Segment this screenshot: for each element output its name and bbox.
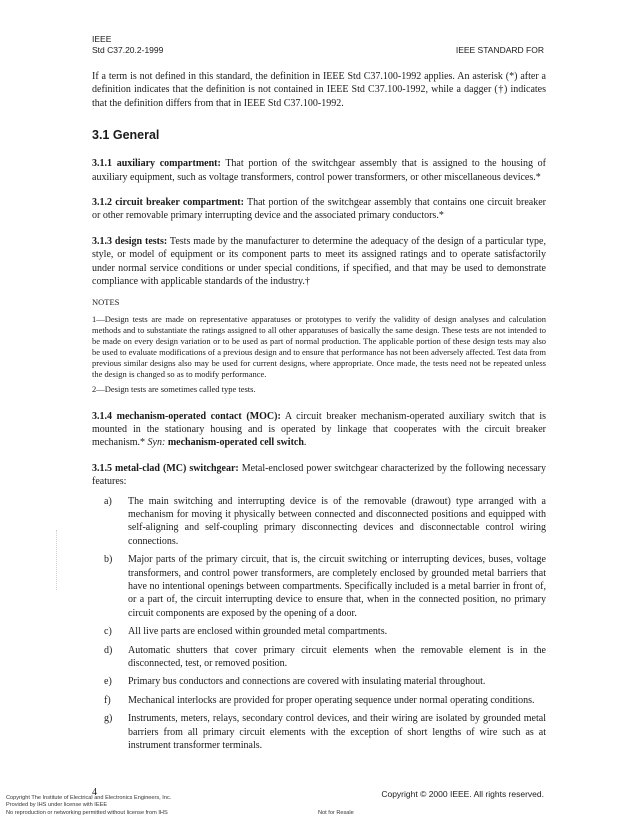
list-text: Major parts of the primary circuit, that is, the circuit switching or interrupting devices, buses, voltage transformers, and control power transformers, are completely enclosed by grounded metal barriers that have no intentional openings between compartments. Specifically included is a metal barrier in front of, or a part of, the circuit interrupting device to ensure that, when in the connected position, no primary circuit components are exposed by the opening of a door. xyxy=(128,554,546,619)
definition-circuit-breaker-compartment xyxy=(92,196,546,223)
license-line: No reproduction or networking permitted without license from IHS xyxy=(6,809,168,816)
definition-text: That portion of the switchgear assembly that is assigned to the housing of auxiliary equipment, such as voltage transformers, control power transformers, or other miscellaneous devices.* xyxy=(92,158,546,183)
footer-copyright: Copyright © 2000 IEEE. All rights reserved. xyxy=(381,789,544,799)
definition-term: 3.1.2 circuit breaker compartment: xyxy=(92,197,244,209)
definition-text: Metal-enclosed power switchgear characterized by the following necessary features: xyxy=(92,462,547,488)
list-text: Mechanical interlocks are provided for proper operating sequence under normal operating conditions. xyxy=(128,694,535,706)
definition-auxiliary-compartment xyxy=(92,157,546,184)
list-letter: f) xyxy=(104,694,111,706)
feature-list xyxy=(92,495,546,753)
synonym-term: mechanism-operated cell switch xyxy=(165,437,304,449)
list-item xyxy=(92,553,546,620)
section-heading: 3.1 General xyxy=(92,128,160,143)
synonym-label: Syn: xyxy=(147,437,166,449)
list-text: Primary bus conductors and connections are covered with insulating material throughout. xyxy=(128,676,486,688)
list-item xyxy=(92,712,546,752)
definition-text: A circuit breaker mechanism-operated auxiliary switch that is mounted in the stationary housing and is operated by linkage that cooperates with the circuit breaker mechanism.* xyxy=(92,410,546,449)
intro-paragraph: If a term is not defined in this standard, the definition in IEEE Std C37.100-1992 applies. An asterisk (*) after a definition indicates that the definition is not contained in IEEE Std C37.100-1992, while a dagger (†) indicates that the definition differs from that in IEEE Std C37.100-1992. xyxy=(92,71,546,109)
definition-design-tests xyxy=(92,235,546,289)
list-letter: b) xyxy=(104,554,113,566)
page-number: 4 xyxy=(92,787,97,798)
definition-moc xyxy=(92,410,546,450)
license-line: Provided by IHS under license with IEEE xyxy=(6,802,108,809)
list-letter: d) xyxy=(104,644,113,656)
document-body xyxy=(92,70,546,757)
definition-term: 3.1.1 auxiliary compartment: xyxy=(92,158,221,170)
header-doc-id: Std C37.20.2-1999 xyxy=(92,45,164,55)
definition-end: . xyxy=(303,437,307,449)
definition-text: That portion of the switchgear assembly that contains one circuit breaker or other removable primary interrupting device and the associated primary conductors.* xyxy=(92,197,546,222)
list-letter: e) xyxy=(104,676,112,688)
list-letter: a) xyxy=(104,495,112,507)
list-text: All live parts are enclosed within grounded metal compartments. xyxy=(128,626,388,638)
note-1: 1—Design tests are made on representative apparatuses or prototypes to verify the validity of design analyses and calculation methods and to substantiate the ratings assigned to all other apparatuses of basically the same design. These tests are not intended to be made on every design variation or to be used as part of normal production. The applicable portion of these design tests may also be used to evaluate modifications of a previous design and to ensure that performance has not been adversely affected. Test data from previous similar designs also may be used for current designs, where appropriate. Once made, the tests need not be repeated unless the design is changed so as to modify performance. xyxy=(92,313,546,380)
note-2: 2—Design tests are sometimes called type tests. xyxy=(92,384,256,395)
list-letter: c) xyxy=(104,626,112,638)
resale-notice: Not for Resale xyxy=(318,810,354,816)
notes-heading: NOTES xyxy=(92,297,120,308)
list-text: Automatic shutters that cover primary circuit elements when the removable element is in the disconnected, test, or removed position. xyxy=(128,644,546,670)
list-item xyxy=(92,644,546,671)
definition-term: 3.1.3 design tests: xyxy=(92,235,168,247)
running-header-left xyxy=(92,34,163,56)
list-item xyxy=(92,495,546,549)
definition-text: Tests made by the manufacturer to determine the adequacy of the design of a particular type, style, or model of equipment or its component parts to meet its assigned ratings and to operate satisfactorily under normal service conditions or under special conditions, if specified, and that may be used to demonstrate compliance with applicable standards of the industry.† xyxy=(92,235,546,288)
license-notice xyxy=(6,795,171,817)
definition-metal-clad xyxy=(92,462,546,489)
list-text: Instruments, meters, relays, secondary control devices, and their wiring are isolated by grounded metal barriers from all primary circuit elements with the exception of short lengths of wire such as at instrument transformer terminals. xyxy=(128,713,546,752)
list-text: The main switching and interrupting device is of the removable (drawout) type arranged with a mechanism for moving it physically between connected and disconnected positions and equipped with self-aligning and self-coupling primary disconnecting devices and disconnectable control wiring connections. xyxy=(128,495,546,547)
definition-term: 3.1.5 metal-clad (MC) switchgear: xyxy=(92,462,239,474)
list-item xyxy=(92,694,546,707)
header-right-title: IEEE STANDARD FOR xyxy=(455,45,544,55)
list-letter: g) xyxy=(104,713,113,725)
list-item xyxy=(92,675,546,688)
license-line: Copyright The Institute of Electrical and Electronics Engineers, Inc. xyxy=(6,795,172,801)
list-item xyxy=(92,625,546,638)
margin-watermark xyxy=(56,530,61,590)
definition-term: 3.1.4 mechanism-operated contact (MOC): xyxy=(92,410,281,422)
header-org: IEEE xyxy=(92,34,112,44)
